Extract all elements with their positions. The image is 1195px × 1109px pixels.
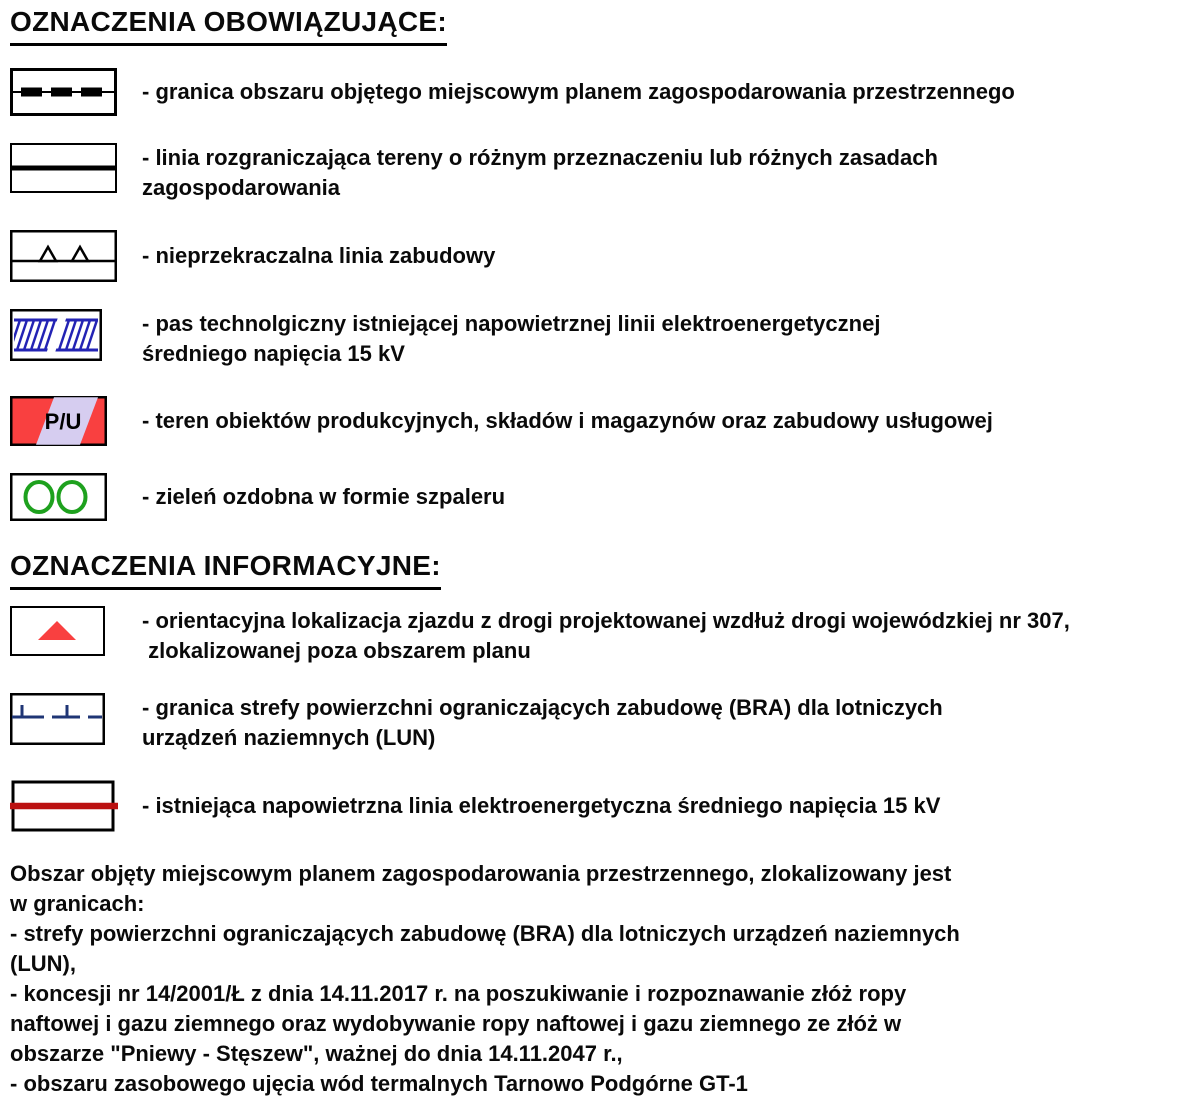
bra-zone-boundary-icon	[10, 693, 105, 745]
legend-row	[10, 606, 1185, 666]
pu-label: P/U	[44, 409, 82, 434]
legend-row-label: - nieprzekraczalna linia zabudowy	[142, 243, 496, 268]
footer-line: - obszaru zasobowego ujęcia wód termalnych Tarnowo Podgórne GT-1	[10, 1071, 748, 1096]
plan-area-description	[10, 859, 1185, 1099]
footer-line: w granicach:	[10, 891, 145, 916]
legend-row	[10, 396, 1185, 446]
plan-boundary-symbol	[10, 68, 142, 116]
legend-row-label: - orientacyjna lokalizacja zjazdu z drogi projektowanej wzdłuż drogi wojewódzkiej nr 307, zlokalizowanej poza obszarem planu	[142, 608, 1070, 663]
footer-line: obszarze "Pniewy - Stęszew", ważnej do dnia 14.11.2047 r.,	[10, 1041, 623, 1066]
legend-row	[10, 143, 1185, 203]
legend-row-label: - linia rozgraniczająca tereny o różnym przeznaczeniu lub różnych zasadach zagospodarowania	[142, 145, 938, 200]
legend-row	[10, 473, 1185, 521]
legend-row	[10, 693, 1185, 753]
production-service-area-symbol	[10, 396, 142, 446]
technological-belt-hatch-icon	[10, 309, 102, 361]
existing-power-line-icon	[10, 780, 120, 832]
ornamental-greenery-symbol	[10, 473, 142, 521]
legend-row-label: - pas technolgiczny istniejącej napowietrznej linii elektroenergetycznej średniego napięcia 15 kV	[142, 311, 881, 366]
footer-line: naftowej i gazu ziemnego oraz wydobywanie ropy naftowej i gazu ziemnego ze złóż w	[10, 1011, 902, 1036]
section-heading-informational: OZNACZENIA INFORMACYJNE:	[10, 550, 441, 590]
dividing-line-symbol	[10, 143, 142, 193]
legend-row-label: - granica strefy powierzchni ograniczających zabudowę (BRA) dla lotniczych urządzeń naziemnych (LUN)	[142, 695, 943, 750]
legend-row	[10, 309, 1185, 369]
exit-location-triangle-icon	[10, 606, 105, 656]
section-heading-binding: OZNACZENIA OBOWIĄZUJĄCE:	[10, 6, 447, 46]
production-service-area-icon	[10, 396, 107, 446]
existing-power-line-symbol	[10, 780, 142, 832]
legend-row-label: - istniejąca napowietrzna linia elektroenergetyczna średniego napięcia 15 kV	[142, 793, 941, 818]
building-limit-line-symbol	[10, 230, 142, 282]
exit-location-symbol	[10, 606, 142, 656]
legend-row-label: - zieleń ozdobna w formie szpaleru	[142, 484, 506, 509]
technological-belt-symbol	[10, 309, 142, 361]
footer-line: Obszar objęty miejscowym planem zagospodarowania przestrzennego, zlokalizowany jest	[10, 861, 952, 886]
footer-line: - koncesji nr 14/2001/Ł z dnia 14.11.2017 r. na poszukiwanie i rozpoznawanie złóż ropy	[10, 981, 907, 1006]
legend-row-label: - teren obiektów produkcyjnych, składów i magazynów oraz zabudowy usługowej	[142, 408, 993, 433]
footer-line: - strefy powierzchni ograniczających zabudowę (BRA) dla lotniczych urządzeń naziemnych	[10, 921, 960, 946]
building-limit-line-icon	[10, 230, 117, 282]
legend-row-label: - granica obszaru objętego miejscowym planem zagospodarowania przestrzennego	[142, 79, 1015, 104]
legend-row	[10, 230, 1185, 282]
dividing-line-icon	[10, 143, 117, 193]
footer-line: (LUN),	[10, 951, 76, 976]
legend-row	[10, 68, 1185, 116]
ornamental-greenery-icon	[10, 473, 107, 521]
plan-boundary-dashed-line-icon	[10, 68, 117, 116]
bra-zone-boundary-symbol	[10, 693, 142, 745]
legend-row	[10, 780, 1185, 832]
